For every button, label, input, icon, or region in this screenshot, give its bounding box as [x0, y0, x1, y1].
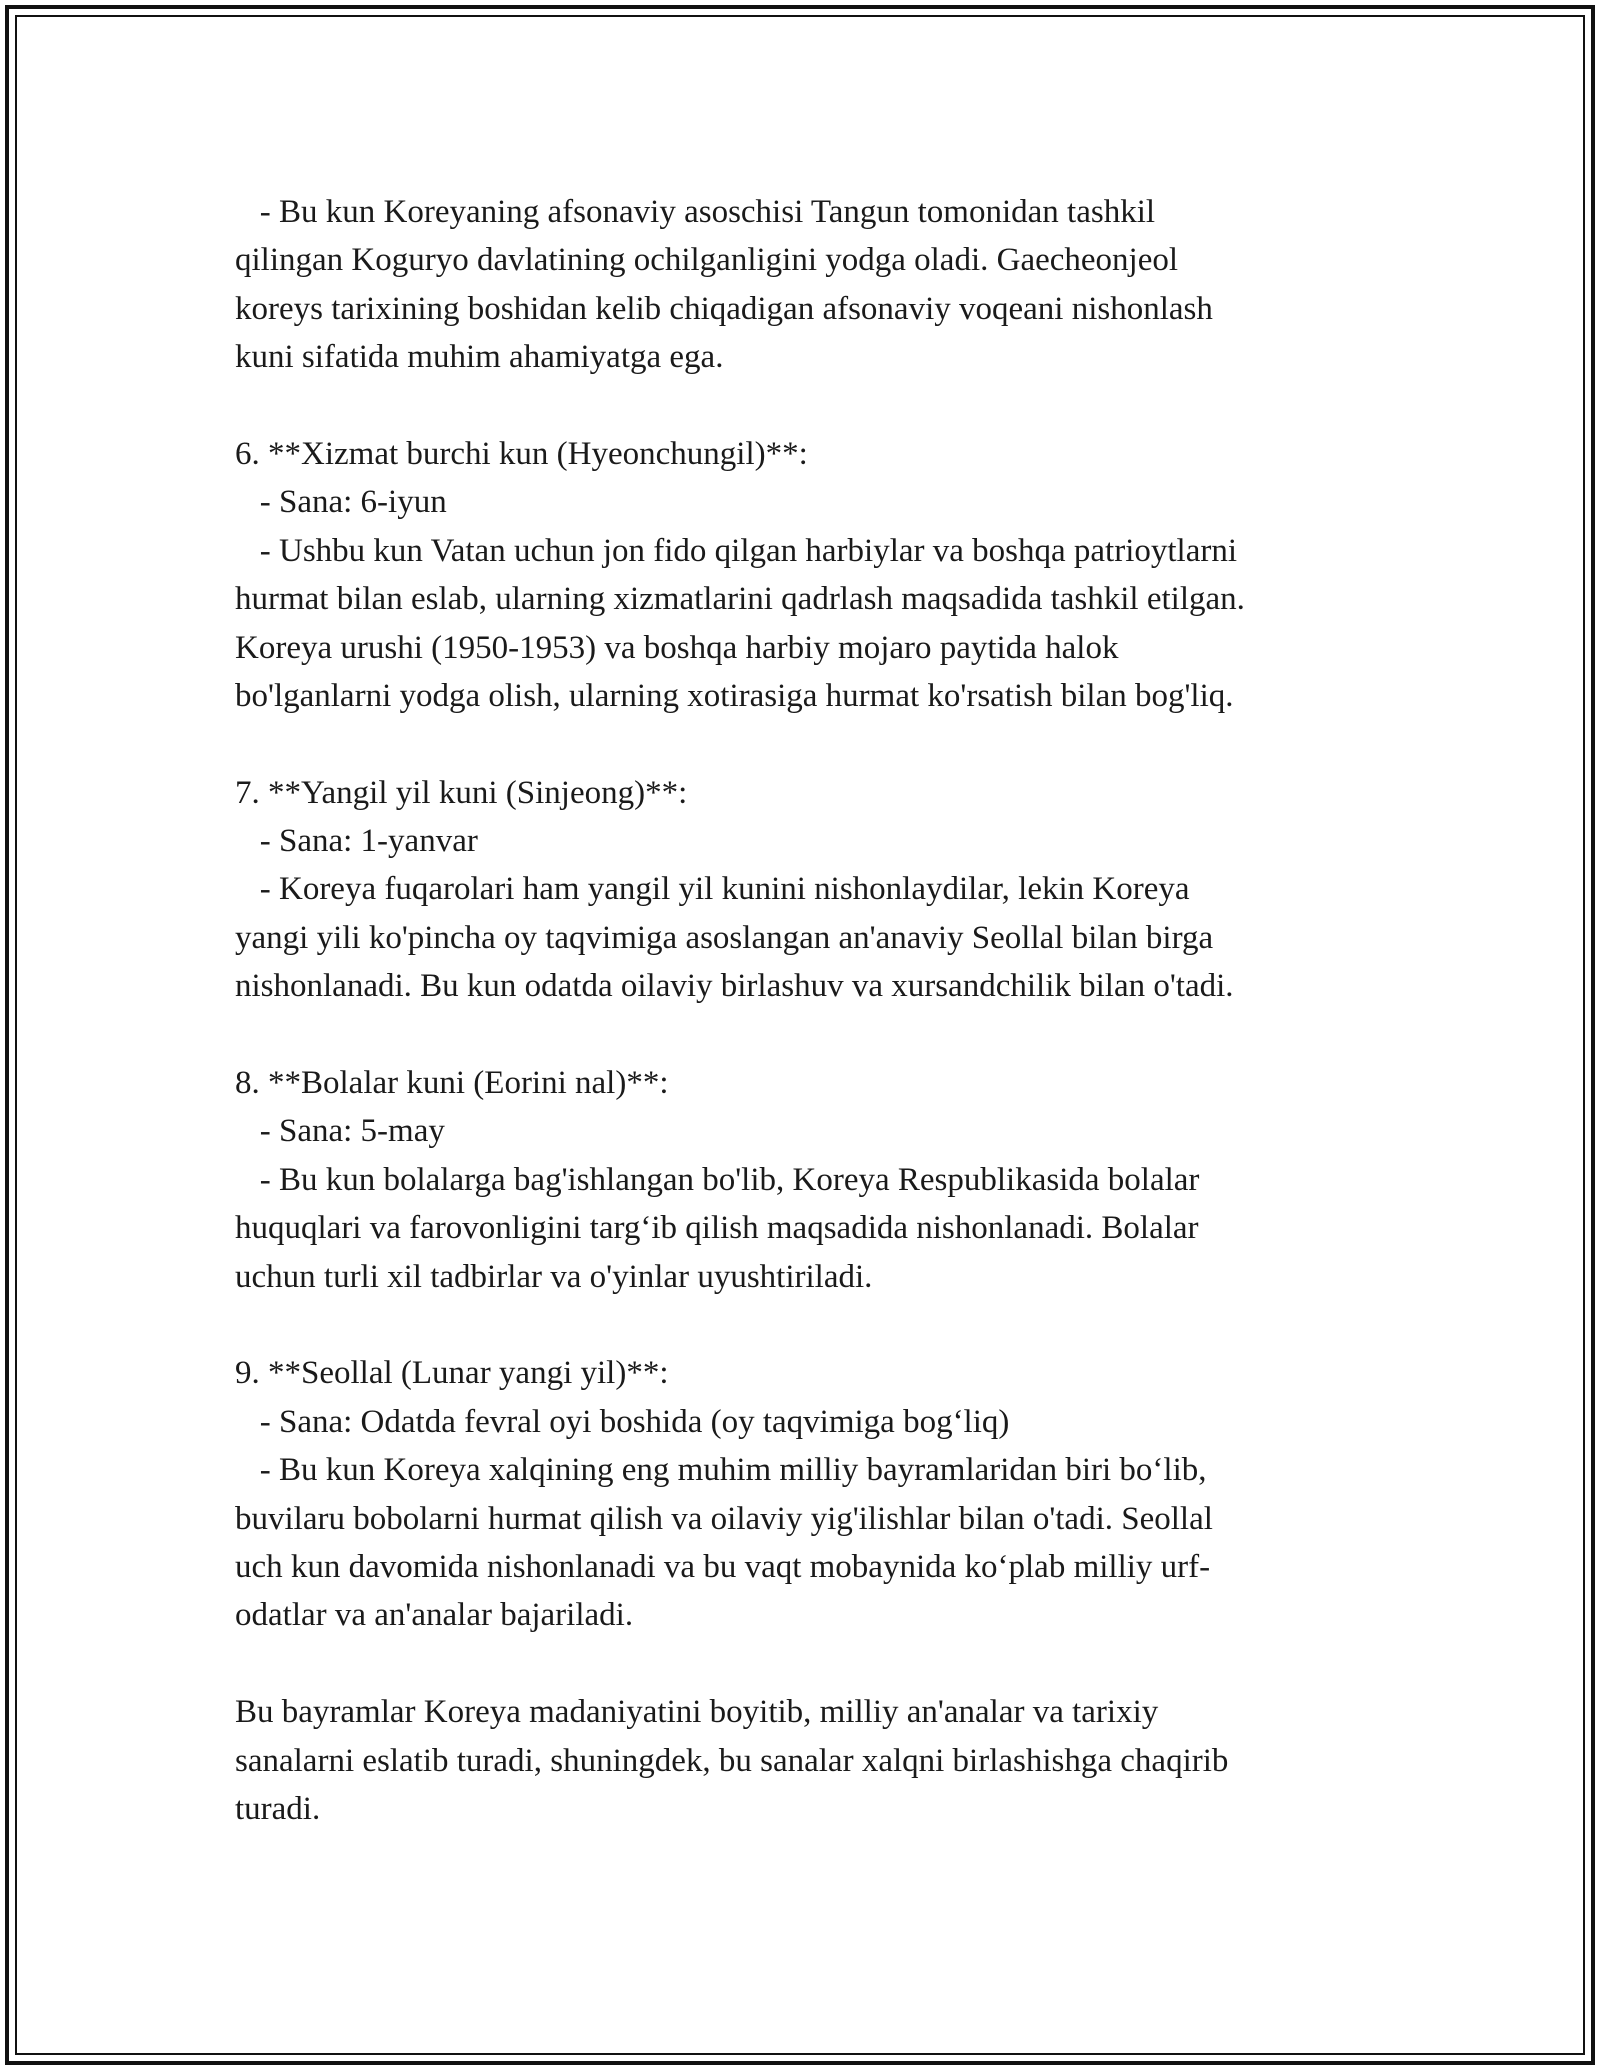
text-line: buvilaru bobolarni hurmat qilish va oilaviy yig'ilishlar bilan o'tadi. Seollal [235, 1500, 1213, 1537]
text-line: - Bu kun Koreya xalqining eng muhim milliy bayramlaridan biri bo‘lib, [235, 1452, 1207, 1489]
item-heading: 7. **Yangil yil kuni (Sinjeong)**: [235, 774, 688, 811]
text-line: uch kun davomida nishonlanadi va bu vaqt mobaynida ko‘plab milliy urf- [235, 1548, 1211, 1585]
text-line: - Ushbu kun Vatan uchun jon fido qilgan harbiylar va boshqa patrioytlarni [235, 532, 1238, 569]
text-line: sanalarni eslatib turadi, shuningdek, bu sanalar xalqni birlashishga chaqirib [235, 1742, 1229, 1779]
item-heading: 8. **Bolalar kuni (Eorini nal)**: [235, 1065, 669, 1102]
holiday-item-6 [235, 430, 1415, 720]
item-date: - Sana: 6-iyun [235, 484, 447, 521]
text-line: hurmat bilan eslab, ularning xizmatlarini qadrlash maqsadida tashkil etilgan. [235, 581, 1245, 618]
text-line: kuni sifatida muhim ahamiyatga ega. [235, 339, 724, 376]
holiday-item-8 [235, 1059, 1415, 1301]
holiday-item-7 [235, 769, 1415, 1011]
item-heading: 9. **Seollal (Lunar yangi yil)**: [235, 1355, 669, 1392]
item-date: - Sana: Odatda fevral oyi boshida (oy taqvimiga bog‘liq) [235, 1403, 1010, 1440]
paragraph-gap [235, 382, 1415, 430]
text-line: - Bu kun bolalarga bag'ishlangan bo'lib, Koreya Respublikasida bolalar [235, 1161, 1200, 1198]
text-line: uchun turli xil tadbirlar va o'yinlar uyushtiriladi. [235, 1258, 873, 1295]
text-line: qilingan Koguryo davlatining ochilganligini yodga oladi. Gaecheonjeol [235, 242, 1179, 279]
holiday-item-9 [235, 1349, 1415, 1639]
text-line: - Koreya fuqarolari ham yangil yil kunini nishonlaydilar, lekin Koreya [235, 871, 1190, 908]
text-line: nishonlanadi. Bu kun odatda oilaviy birlashuv va xursandchilik bilan o'tadi. [235, 968, 1234, 1005]
paragraph-gap [235, 720, 1415, 768]
text-line: huquqlari va farovonligini targ‘ib qilish maqsadida nishonlanadi. Bolalar [235, 1210, 1199, 1247]
item-date: - Sana: 5-may [235, 1113, 445, 1150]
text-line: odatlar va an'analar bajariladi. [235, 1597, 634, 1634]
item-date: - Sana: 1-yanvar [235, 823, 478, 860]
paragraph-gap [235, 1301, 1415, 1349]
text-line: Koreya urushi (1950-1953) va boshqa harbiy mojaro paytida halok [235, 629, 1119, 666]
intro-paragraph [235, 188, 1415, 382]
item-heading: 6. **Xizmat burchi kun (Hyeonchungil)**: [235, 435, 808, 472]
text-line: bo'lganlarni yodga olish, ularning xotirasiga hurmat ko'rsatish bilan bog'liq. [235, 677, 1234, 714]
conclusion-paragraph [235, 1688, 1415, 1833]
text-line: yangi yili ko'pincha oy taqvimiga asoslangan an'anaviy Seollal bilan birga [235, 919, 1214, 956]
document-body [235, 188, 1415, 1833]
text-line: Bu bayramlar Koreya madaniyatini boyitib, milliy an'analar va tarixiy [235, 1694, 1159, 1731]
text-line: turadi. [235, 1790, 321, 1827]
text-line: - Bu kun Koreyaning afsonaviy asoschisi Tangun tomonidan tashkil [235, 194, 1156, 230]
paragraph-gap [235, 1011, 1415, 1059]
text-line: koreys tarixining boshidan kelib chiqadigan afsonaviy voqeani nishonlash [235, 290, 1213, 327]
paragraph-gap [235, 1640, 1415, 1688]
